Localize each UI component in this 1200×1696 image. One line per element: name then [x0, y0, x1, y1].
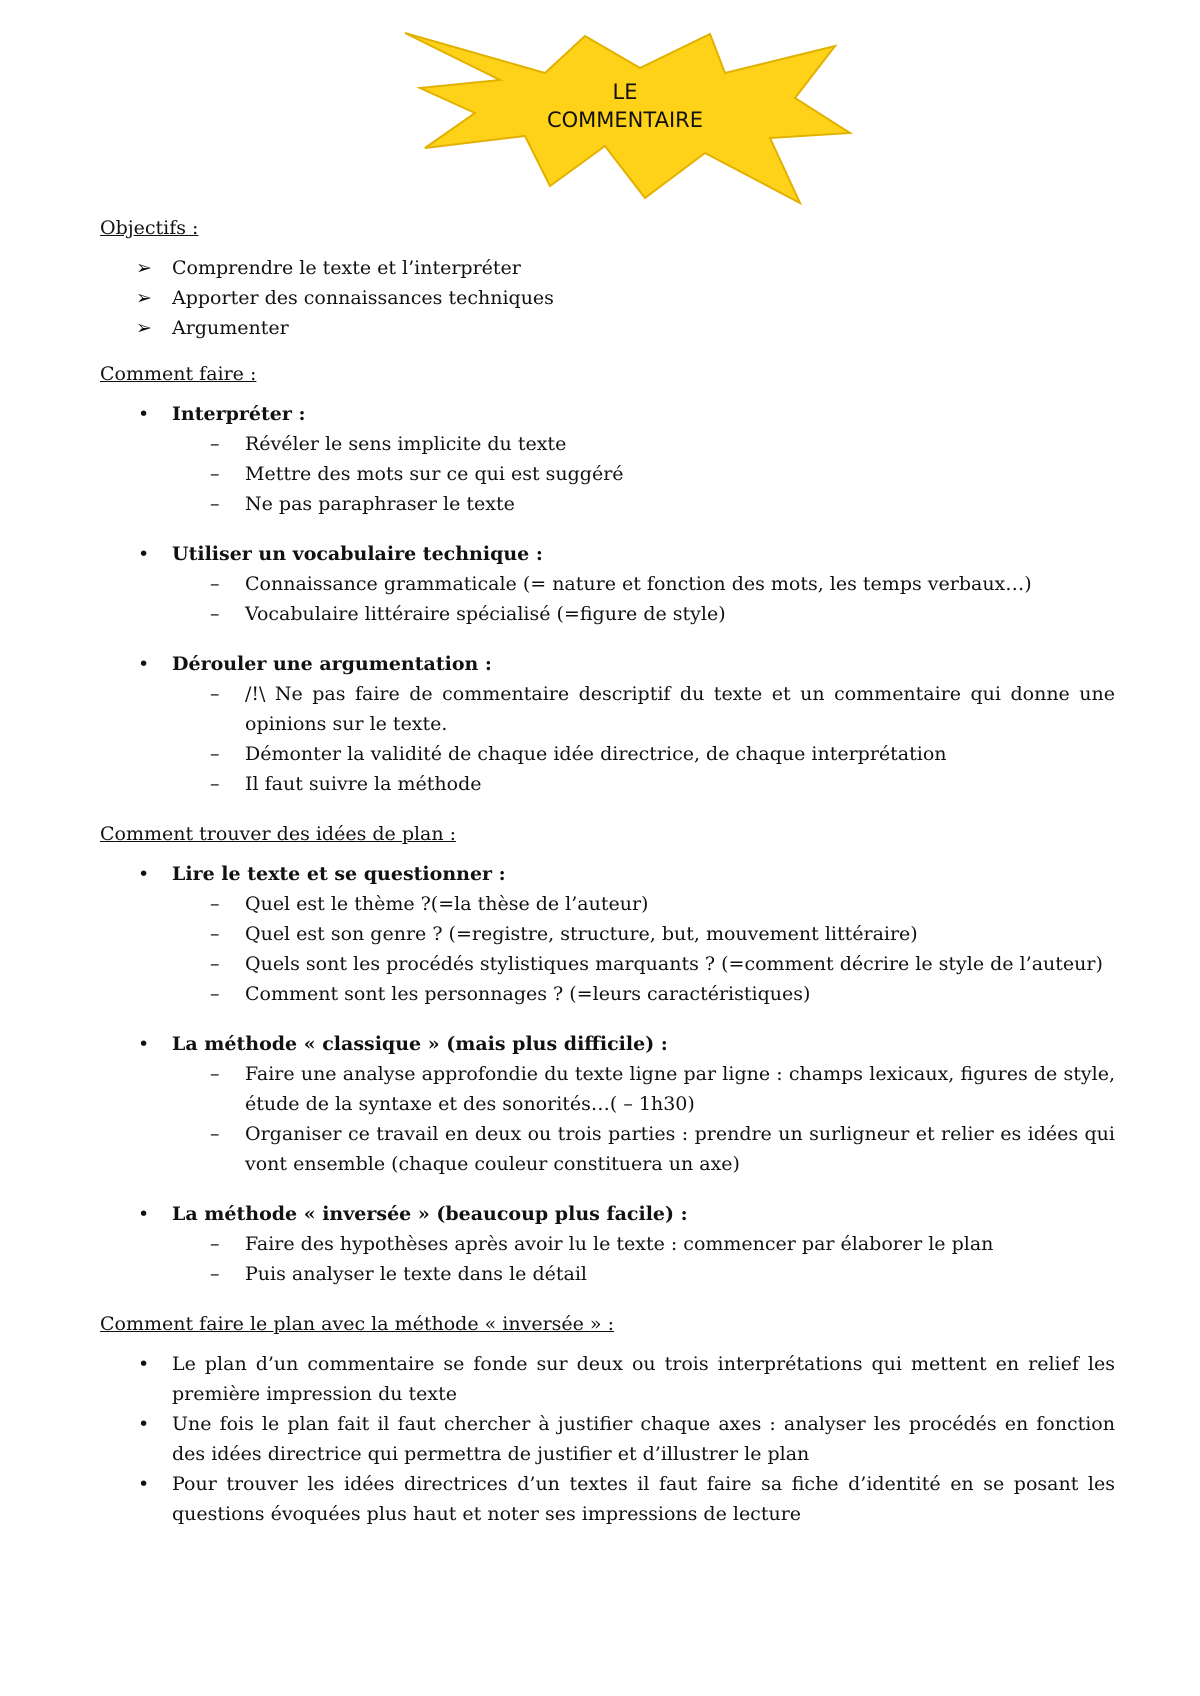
objectifs-heading: Objectifs :	[100, 217, 199, 239]
bullet-icon: •	[138, 543, 150, 565]
dash-icon: –	[210, 893, 220, 915]
list-item	[100, 649, 1115, 799]
list-item: – /!\ Ne pas faire de commentaire descriptif du texte et un commentaire qui donne une opinions sur le texte.	[100, 679, 1115, 739]
list-item: • Le plan d’un commentaire se fonde sur deux ou trois interprétations qui mettent en relief les première impression du texte	[100, 1349, 1115, 1409]
bullet-icon: •	[138, 1203, 150, 1225]
dash-icon: –	[210, 683, 220, 705]
list-item: – Démonter la validité de chaque idée directrice, de chaque interprétation	[100, 739, 1115, 769]
list-item: – Quel est son genre ? (=registre, structure, but, mouvement littéraire)	[100, 919, 1115, 949]
group-title: La méthode « inversée » (beaucoup plus facile) :	[172, 1203, 688, 1225]
dash-icon: –	[210, 1063, 220, 1085]
list-item	[100, 859, 1115, 1009]
list-item	[100, 539, 1115, 629]
list-item	[100, 399, 1115, 519]
list-item: – Mettre des mots sur ce qui est suggéré	[100, 459, 1115, 489]
list-item: – Révéler le sens implicite du texte	[100, 429, 1115, 459]
document-title	[395, 78, 855, 134]
list-item: ➢ Comprendre le texte et l’interpréter	[100, 253, 1115, 283]
objectifs-list	[100, 253, 1115, 343]
list-item: – Faire des hypothèses après avoir lu le texte : commencer par élaborer le plan	[100, 1229, 1115, 1259]
list-item	[100, 1029, 1115, 1179]
list-item	[100, 1199, 1115, 1289]
bullet-icon: •	[138, 863, 150, 885]
dash-icon: –	[210, 573, 220, 595]
dash-icon: –	[210, 743, 220, 765]
list-item: – Quels sont les procédés stylistiques marquants ? (=comment décrire le style de l’auteur)	[100, 949, 1115, 979]
dash-icon: –	[210, 983, 220, 1005]
dash-icon: –	[210, 493, 220, 515]
dash-icon: –	[210, 923, 220, 945]
idees-plan-heading: Comment trouver des idées de plan :	[100, 823, 457, 845]
group-title: Dérouler une argumentation :	[172, 653, 492, 675]
list-item: – Quel est le thème ?(=la thèse de l’auteur)	[100, 889, 1115, 919]
dash-icon: –	[210, 1233, 220, 1255]
dash-icon: –	[210, 1123, 220, 1145]
idees-plan-list	[100, 859, 1115, 1289]
plan-inversee-heading: Comment faire le plan avec la méthode « inversée » :	[100, 1313, 615, 1335]
arrow-bullet-icon: ➢	[136, 287, 152, 309]
bullet-icon: •	[138, 1353, 150, 1375]
list-item: – Organiser ce travail en deux ou trois parties : prendre un surligneur et relier es idées qui vont ensemble (chaque couleur constituera un axe)	[100, 1119, 1115, 1179]
dash-icon: –	[210, 433, 220, 455]
group-title: Lire le texte et se questionner :	[172, 863, 506, 885]
group-title: Interpréter :	[172, 403, 306, 425]
dash-icon: –	[210, 1263, 220, 1285]
document-body	[100, 213, 1115, 1529]
dash-icon: –	[210, 603, 220, 625]
dash-icon: –	[210, 953, 220, 975]
list-item: • Une fois le plan fait il faut chercher à justifier chaque axes : analyser les procédés en fonction des idées directrice qui permettra de justifier et d’illustrer le plan	[100, 1409, 1115, 1469]
arrow-bullet-icon: ➢	[136, 317, 152, 339]
list-item: – Connaissance grammaticale (= nature et fonction des mots, les temps verbaux…)	[100, 569, 1115, 599]
group-title: La méthode « classique » (mais plus difficile) :	[172, 1033, 668, 1055]
plan-inversee-list	[100, 1349, 1115, 1529]
comment-faire-heading: Comment faire :	[100, 363, 257, 385]
bullet-icon: •	[138, 1413, 150, 1435]
bullet-icon: •	[138, 403, 150, 425]
bullet-icon: •	[138, 1473, 150, 1495]
list-item: • Pour trouver les idées directrices d’un textes il faut faire sa fiche d’identité en se posant les questions évoquées plus haut et noter ses impressions de lecture	[100, 1469, 1115, 1529]
list-item: ➢ Apporter des connaissances techniques	[100, 283, 1115, 313]
title-line-1: LE	[612, 80, 638, 104]
list-item: – Puis analyser le texte dans le détail	[100, 1259, 1115, 1289]
list-item: – Vocabulaire littéraire spécialisé (=figure de style)	[100, 599, 1115, 629]
bullet-icon: •	[138, 1033, 150, 1055]
comment-faire-list	[100, 399, 1115, 799]
list-item: – Ne pas paraphraser le texte	[100, 489, 1115, 519]
list-item: ➢ Argumenter	[100, 313, 1115, 343]
bullet-icon: •	[138, 653, 150, 675]
list-item: – Faire une analyse approfondie du texte ligne par ligne : champs lexicaux, figures de style, étude de la syntaxe et des sonorités…( – 1h30)	[100, 1059, 1115, 1119]
list-item: – Comment sont les personnages ? (=leurs caractéristiques)	[100, 979, 1115, 1009]
list-item: – Il faut suivre la méthode	[100, 769, 1115, 799]
title-line-2: COMMENTAIRE	[546, 108, 704, 132]
arrow-bullet-icon: ➢	[136, 257, 152, 279]
group-title: Utiliser un vocabulaire technique :	[172, 543, 543, 565]
dash-icon: –	[210, 773, 220, 795]
dash-icon: –	[210, 463, 220, 485]
